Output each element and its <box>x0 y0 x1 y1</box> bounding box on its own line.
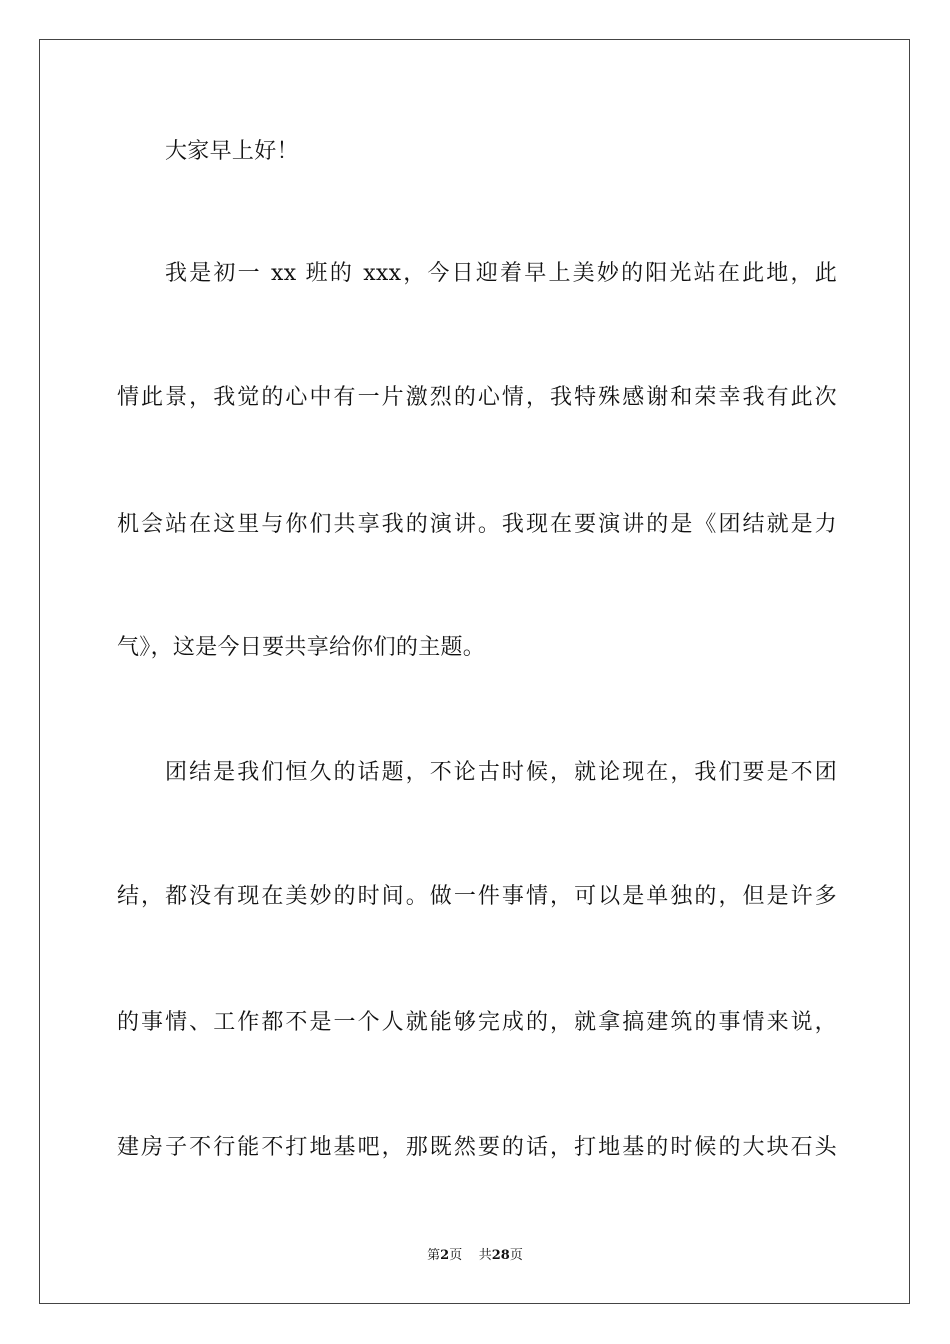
footer-current-page: 2 <box>440 1248 450 1263</box>
greeting-line: 大家早上好！ <box>165 139 299 164</box>
footer-total-pages: 28 <box>491 1248 510 1263</box>
paragraph-2-line-2: 结，都没有现在美妙的时间。做一件事情，可以是单独的，但是许多 <box>117 884 837 909</box>
paragraph-2-line-3: 的事情、工作都不是一个人就能够完成的，就拿搞建筑的事情来说， <box>117 1010 837 1035</box>
paragraph-2-line-1: 团结是我们恒久的话题，不论古时候，就论现在，我们要是不团 <box>165 760 837 785</box>
footer-suffix: 页 <box>509 1248 523 1263</box>
paragraph-1-line-4: 气》，这是今日要共享给你们的主题。 <box>117 635 486 660</box>
paragraph-1-line-2: 情此景，我觉的心中有一片激烈的心情，我特殊感谢和荣幸我有此次 <box>117 385 837 410</box>
page-footer <box>0 1244 950 1263</box>
footer-mid: 页 共 <box>449 1248 492 1263</box>
footer-prefix: 第 <box>427 1248 441 1263</box>
paragraph-1-line-3: 机会站在这里与你们共享我的演讲。我现在要演讲的是《团结就是力 <box>117 512 837 537</box>
paragraph-2-line-4: 建房子不行能不打地基吧，那既然要的话，打地基的时候的大块石头 <box>117 1135 837 1160</box>
page-border <box>39 39 910 1304</box>
paragraph-1-line-1: 我是初一 xx 班的 xxx，今日迎着早上美妙的阳光站在此地，此 <box>165 261 837 286</box>
